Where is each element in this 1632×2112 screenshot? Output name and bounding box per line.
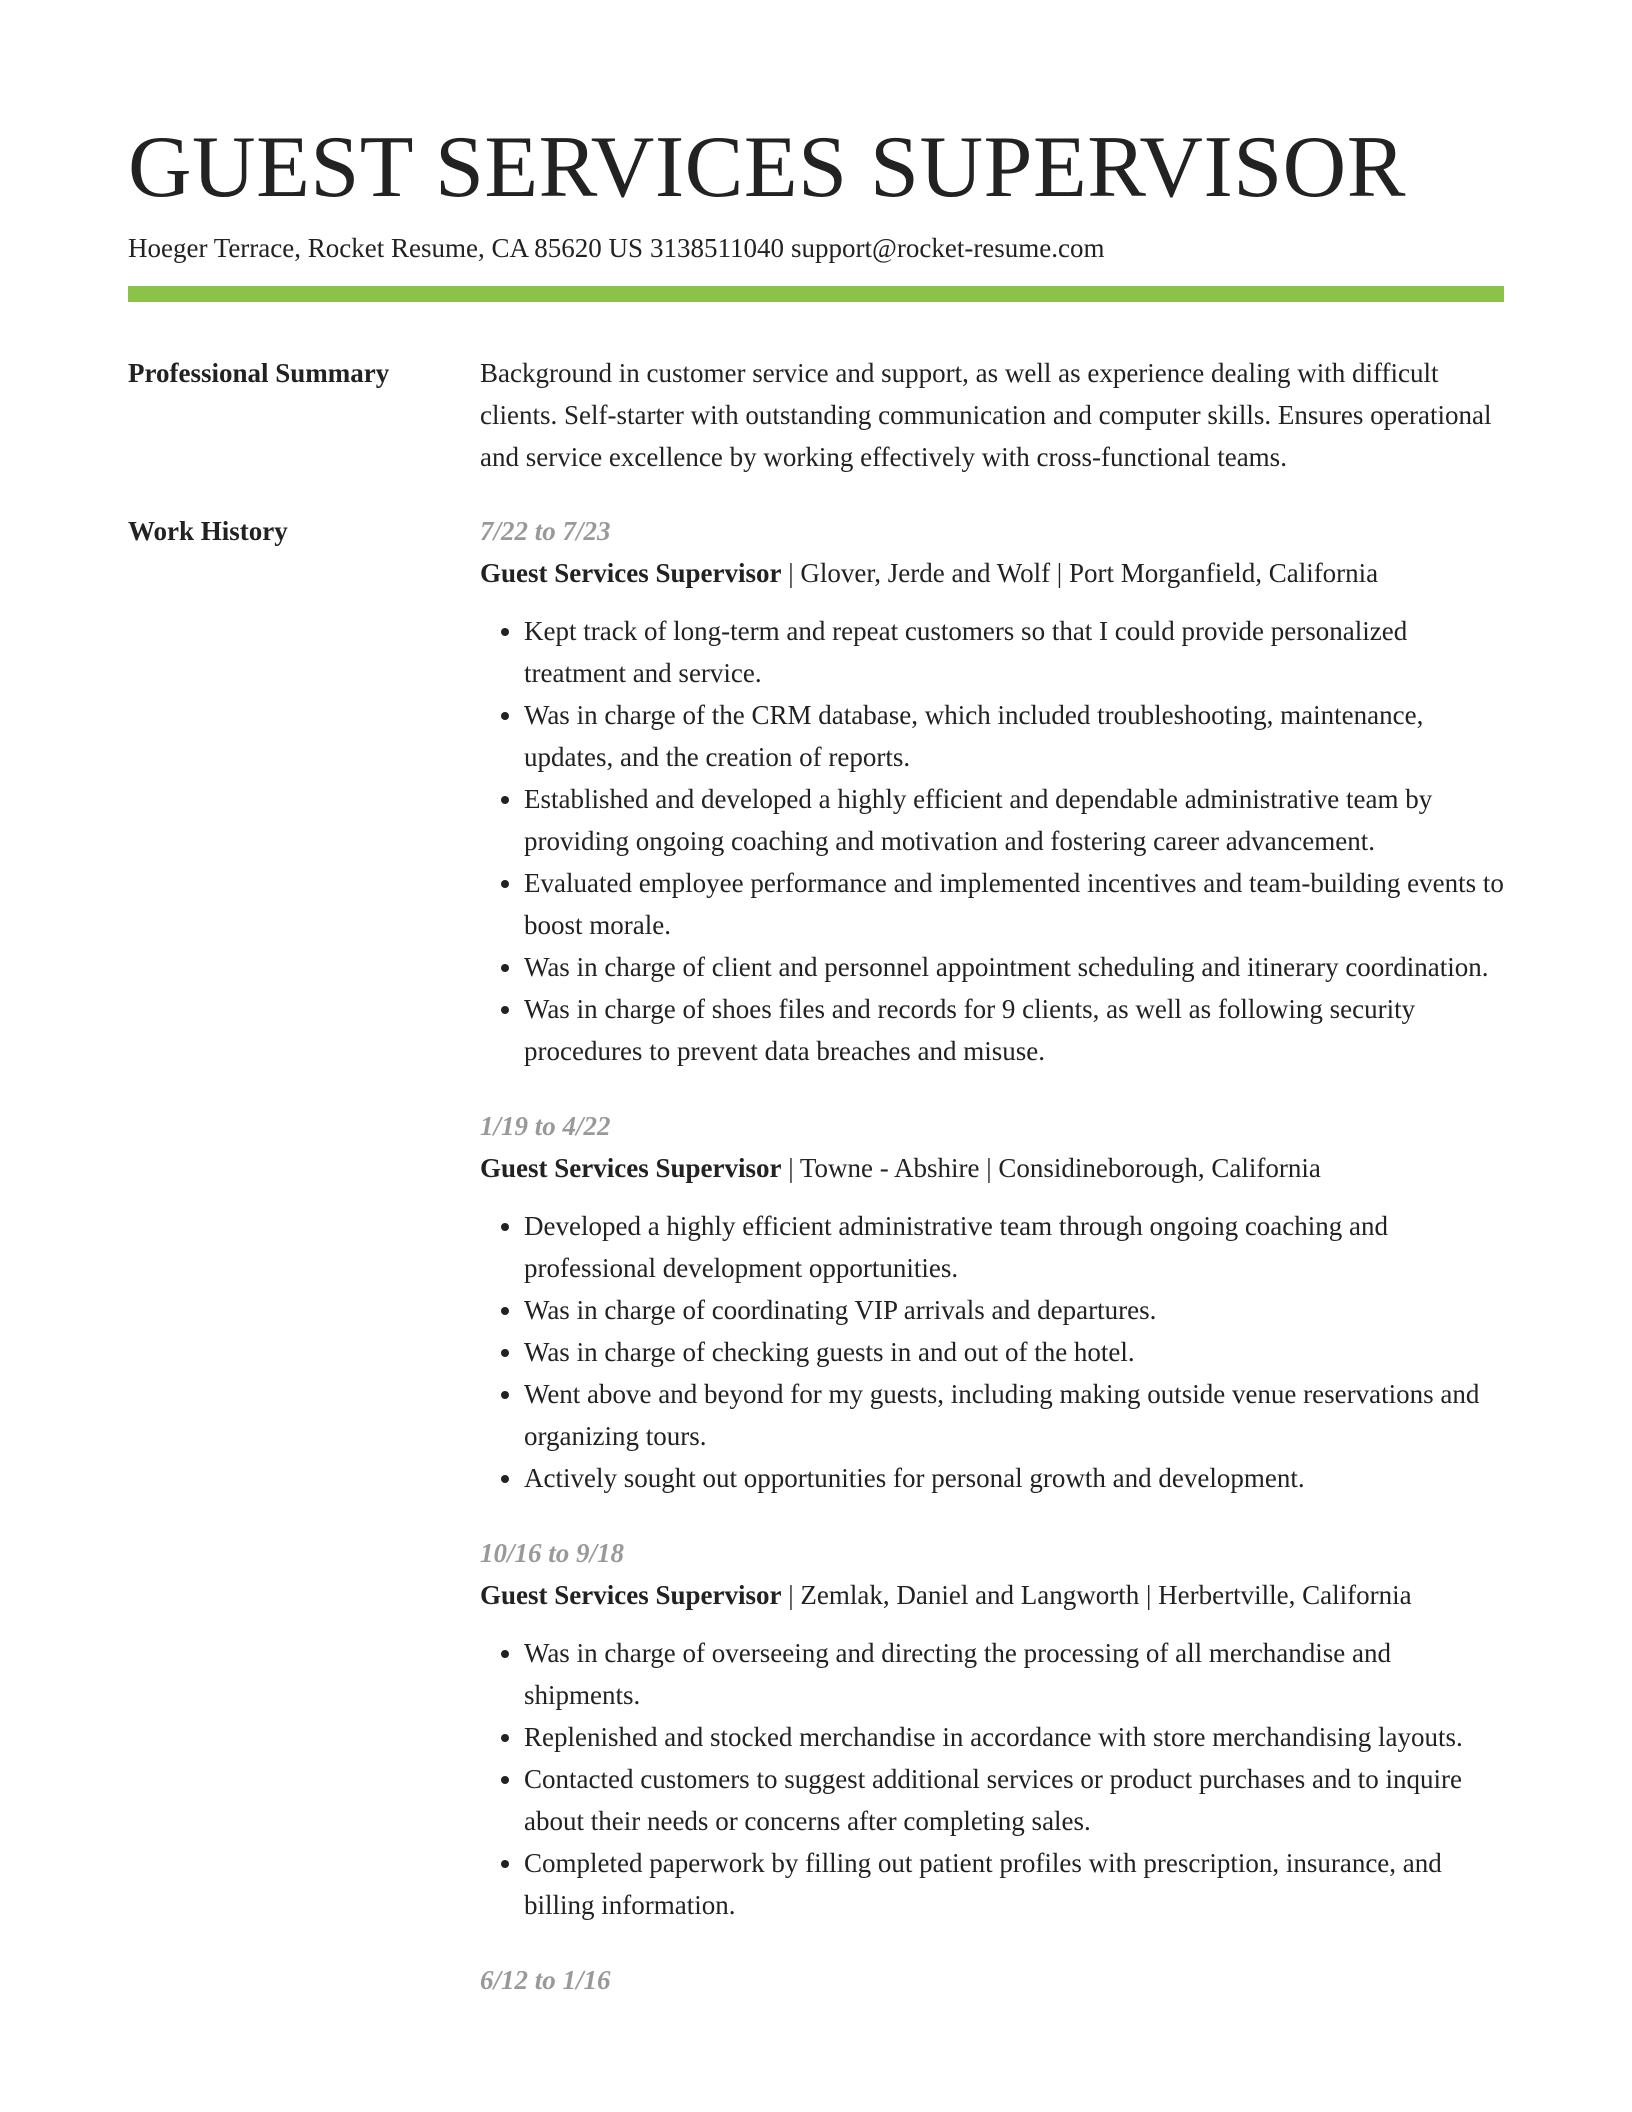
- summary-text: Background in customer service and support, as well as experience dealing with difficult clients. Self-starter with outstanding communication and computer skills. Ensures operational and service excellence by working effectively with cross-functional teams.: [480, 358, 1492, 472]
- contact-email: support@rocket-resume.com: [791, 233, 1105, 263]
- job-entry: [480, 1105, 1504, 1499]
- contact-address: Hoeger Terrace, Rocket Resume, CA 85620 US: [128, 233, 643, 263]
- job-bullet: • Was in charge of the CRM database, which included troubleshooting, maintenance, updates, and the creation of reports.: [524, 694, 1504, 778]
- job-entry: [480, 1532, 1504, 1926]
- job-dates: 10/16 to 9/18: [480, 1538, 625, 1568]
- job-bullet: • Kept track of long-term and repeat customers so that I could provide personalized treatment and service.: [524, 610, 1504, 694]
- job-dates: 1/19 to 4/22: [480, 1111, 611, 1141]
- job-details: | Zemlak, Daniel and Langworth | Herbertville, California: [781, 1580, 1412, 1610]
- job-entry: [480, 510, 1504, 1072]
- job-bullet: • Completed paperwork by filling out patient profiles with prescription, insurance, and billing information.: [524, 1842, 1504, 1926]
- job-dates: 6/12 to 1/16: [480, 1965, 611, 1995]
- job-bullet: • Was in charge of client and personnel appointment scheduling and itinerary coordination.: [524, 946, 1504, 988]
- job-bullet: • Replenished and stocked merchandise in accordance with store merchandising layouts.: [524, 1716, 1504, 1758]
- contact-phone: 3138511040: [650, 233, 784, 263]
- summary-section: [128, 352, 1504, 478]
- job-bullet: • Went above and beyond for my guests, including making outside venue reservations and organizing tours.: [524, 1373, 1504, 1457]
- job-bullet: • Was in charge of overseeing and directing the processing of all merchandise and shipments.: [524, 1632, 1504, 1716]
- job-title: Guest Services Supervisor: [480, 1153, 782, 1183]
- job-title-line: [480, 552, 1504, 594]
- section-label-summary: Professional Summary: [128, 358, 390, 388]
- job-title: Guest Services Supervisor: [480, 558, 782, 588]
- job-title-line: [480, 1147, 1504, 1189]
- job-bullets: [480, 610, 1504, 1072]
- job-bullet: • Evaluated employee performance and implemented incentives and team-building events to boost morale.: [524, 862, 1504, 946]
- job-bullet: • Actively sought out opportunities for personal growth and development.: [524, 1457, 1504, 1499]
- header-divider: [128, 286, 1504, 302]
- job-details: | Towne - Abshire | Considineborough, California: [781, 1153, 1321, 1183]
- job-bullet: • Developed a highly efficient administrative team through ongoing coaching and professional development opportunities.: [524, 1205, 1504, 1289]
- job-bullet: • Was in charge of shoes files and records for 9 clients, as well as following security procedures to prevent data breaches and misuse.: [524, 988, 1504, 1072]
- job-bullets: [480, 1632, 1504, 1926]
- job-bullet: • Was in charge of checking guests in and out of the hotel.: [524, 1331, 1504, 1373]
- resume-page: [128, 118, 1504, 2034]
- job-bullets: [480, 1205, 1504, 1499]
- job-bullet: • Established and developed a highly efficient and dependable administrative team by providing ongoing coaching and motivation and fostering career advancement.: [524, 778, 1504, 862]
- section-label-work-history: Work History: [128, 516, 288, 546]
- job-details: | Glover, Jerde and Wolf | Port Morganfield, California: [781, 558, 1379, 588]
- job-entry: [480, 1959, 1504, 2001]
- contact-line: [128, 230, 1504, 266]
- job-dates: 7/22 to 7/23: [480, 516, 611, 546]
- summary-body: [480, 352, 1504, 478]
- work-history-body: [480, 510, 1504, 2034]
- job-title: Guest Services Supervisor: [480, 1580, 782, 1610]
- job-title-line: [480, 1574, 1504, 1616]
- job-bullet: • Contacted customers to suggest additional services or product purchases and to inquire about their needs or concerns after completing sales.: [524, 1758, 1504, 1842]
- candidate-name: GUEST SERVICES SUPERVISOR: [128, 119, 1406, 216]
- job-bullet: • Was in charge of coordinating VIP arrivals and departures.: [524, 1289, 1504, 1331]
- work-history-section: [128, 510, 1504, 2034]
